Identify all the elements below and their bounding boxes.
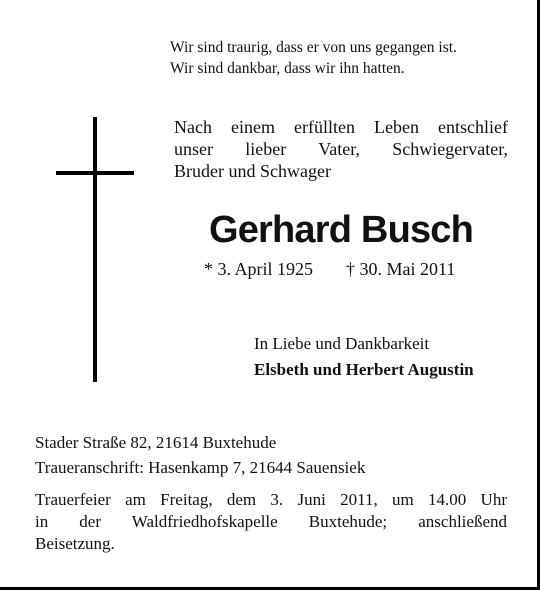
mourners-block — [254, 331, 474, 383]
mourners-phrase: In Liebe und Dankbarkeit — [254, 334, 430, 353]
mourning-address: Traueranschrift: Hasenkamp 7, 21644 Sauensiek — [35, 458, 366, 477]
deceased-name: Gerhard Busch — [208, 209, 474, 251]
mourners-names: Elsbeth und Herbert Augustin — [254, 360, 474, 379]
cross-horizontal-bar — [56, 171, 134, 175]
death-symbol: † — [346, 259, 356, 279]
birth-date: 3. April 1925 — [217, 259, 314, 279]
funeral-line-1: Trauerfeier am Freitag, dem 3. Juni 2011, um 14.00 Uhr — [35, 490, 507, 509]
funeral-line-2: in der Waldfriedhofskapelle Buxtehude; anschließend — [35, 512, 507, 531]
birth-symbol: * — [204, 259, 213, 279]
life-dates — [204, 259, 455, 280]
cross-vertical-bar — [93, 117, 97, 382]
addresses — [35, 430, 365, 480]
home-address: Stader Straße 82, 21614 Buxtehude — [35, 433, 277, 452]
funeral-info — [35, 489, 507, 555]
intro-text — [174, 116, 508, 182]
funeral-line-3: Beisetzung. — [35, 534, 115, 553]
motto-line-2: Wir sind dankbar, dass wir ihn hatten. — [170, 60, 405, 77]
motto-line-1: Wir sind traurig, dass er von uns gegangen ist. — [170, 39, 457, 56]
intro-line-3: Bruder und Schwager — [174, 161, 331, 181]
intro-line-1: Nach einem erfüllten Leben entschlief — [174, 117, 508, 137]
death-date: 30. Mai 2011 — [359, 259, 456, 279]
intro-line-2: unser lieber Vater, Schwiegervater, — [174, 139, 508, 159]
motto — [170, 37, 457, 79]
